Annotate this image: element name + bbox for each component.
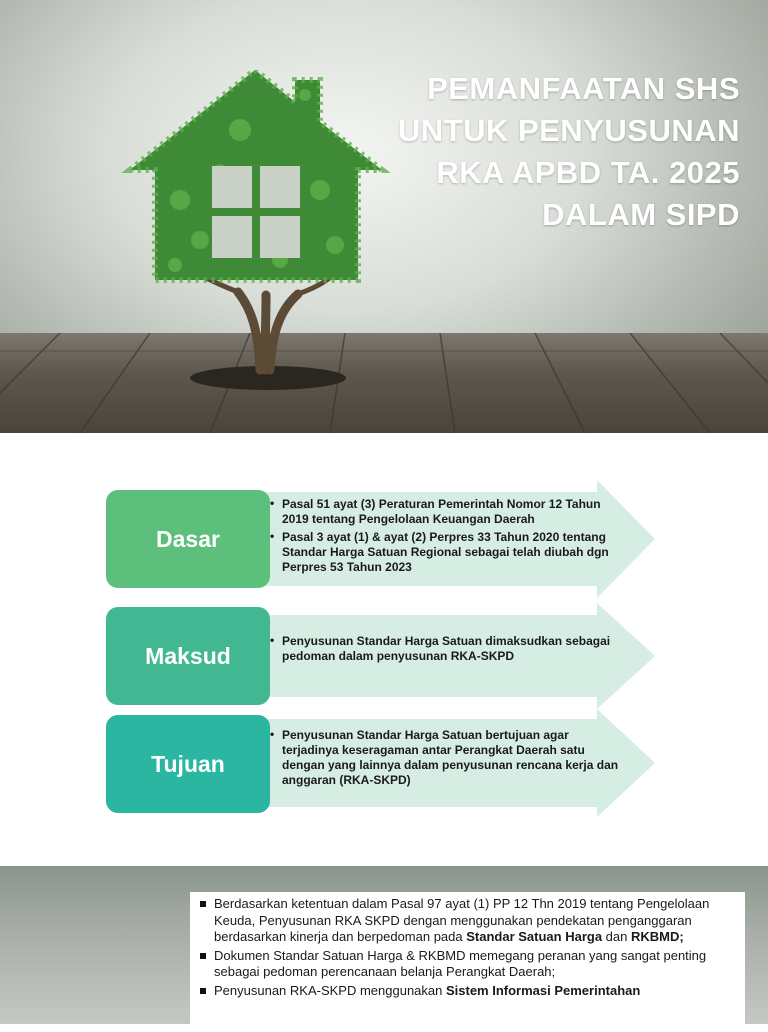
bullet-text: dan [602,929,631,944]
content-box [190,892,745,1032]
bullet-text: Penyusunan RKA-SKPD menggunakan [214,982,446,998]
bullet-text: Dokumen Standar Satuan Harga & RKBMD memegang peranan yang sangat penting sebagai pedoman perencanaan belanja Perangkat Daerah; [214,947,707,979]
bullet-bold: RKBMD; [630,929,684,944]
bullet-bold: Sistem Informasi Pemerintahan [445,982,641,998]
dasar-maksud-tujuan-slide [0,433,768,865]
list-item: • Pasal 3 ayat (1) & ayat (2) Perpres 33 Tahun 2020 tentang Standar Harga Satuan Regional sebagai telah diubah dgn Perpres 53 Tahun 2023 [270,530,620,575]
maksud-bullets [270,634,620,667]
dasar-bullets [270,497,620,578]
slide-title [320,68,740,236]
label-dasar-text: Dasar [156,525,220,552]
list-item: • Penyusunan Standar Harga Satuan bertujuan agar terjadinya keseragaman antar Perangkat Daerah satu dengan yang lainnya dalam penyusunan rencana kerja dan anggaran (RKA-SKPD) [270,728,620,788]
list-item [198,896,735,946]
list-item: • Pasal 51 ayat (3) Peraturan Pemerintah Nomor 12 Tahun 2019 tentang Pengelolaan Keuangan Daerah [270,497,620,527]
list-item [198,948,735,981]
list-item: • Penyusunan Standar Harga Satuan dimaksudkan sebagai pedoman dalam penyusunan RKA-SKPD [270,634,620,664]
label-maksud [106,607,270,705]
label-tujuan [106,715,270,813]
row-maksud [0,603,768,709]
title-line-3: RKA APBD TA. 2025 [436,155,740,190]
label-tujuan-text: Tujuan [151,750,225,777]
title-line-4: DALAM SIPD [542,197,740,232]
bullet-list [190,892,745,999]
title-line-2: UNTUK PENYUSUNAN [397,113,740,148]
row-tujuan [0,709,768,817]
bullet-bold: Standar Satuan Harga [466,929,603,944]
row-dasar [0,480,768,598]
label-dasar [106,490,270,588]
slide-3 [0,866,768,1024]
bullet-text: Berdasarkan ketentuan dalam Pasal 97 ayat (1) PP 12 Thn 2019 tentang Pengelolaan Keuda, Penyusunan RKA SKPD dengan menggunakan pendekatan penganggaran berdasarkan kinerja dan berpedoman pada [214,896,710,944]
list-item [198,983,735,1000]
tujuan-bullets [270,728,620,791]
label-maksud-text: Maksud [145,642,231,669]
title-slide [0,0,768,433]
title-line-1: PEMANFAATAN SHS [427,71,740,106]
